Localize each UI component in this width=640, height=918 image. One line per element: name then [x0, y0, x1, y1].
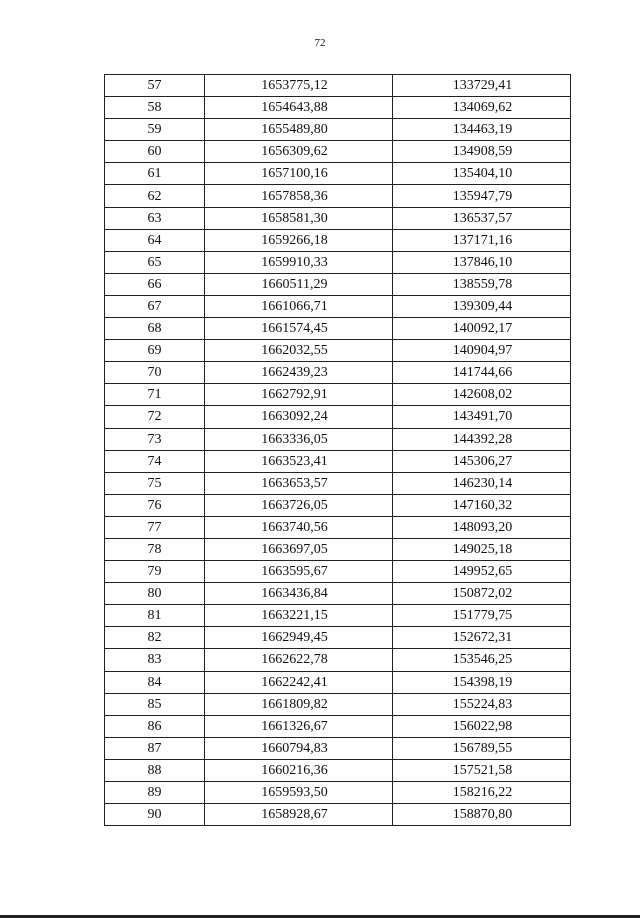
table-row [105, 561, 571, 583]
x-coordinate-cell: 1663697,05 [205, 538, 393, 560]
point-number-cell: 74 [105, 450, 205, 472]
table-row [105, 318, 571, 340]
table-row [105, 384, 571, 406]
point-number-cell: 86 [105, 715, 205, 737]
y-coordinate-cell: 143491,70 [393, 406, 571, 428]
x-coordinate-cell: 1658928,67 [205, 804, 393, 826]
y-coordinate-cell: 135404,10 [393, 163, 571, 185]
table-row [105, 804, 571, 826]
x-coordinate-cell: 1661809,82 [205, 693, 393, 715]
point-number-cell: 89 [105, 782, 205, 804]
table-row [105, 97, 571, 119]
point-number-cell: 60 [105, 141, 205, 163]
x-coordinate-cell: 1659266,18 [205, 229, 393, 251]
y-coordinate-cell: 136537,57 [393, 207, 571, 229]
table-row [105, 295, 571, 317]
table-row [105, 207, 571, 229]
point-number-cell: 63 [105, 207, 205, 229]
x-coordinate-cell: 1662622,78 [205, 649, 393, 671]
x-coordinate-cell: 1662792,91 [205, 384, 393, 406]
x-coordinate-cell: 1655489,80 [205, 119, 393, 141]
table-row [105, 163, 571, 185]
coordinates-table-body [105, 75, 571, 826]
coordinates-table [104, 74, 571, 826]
point-number-cell: 58 [105, 97, 205, 119]
y-coordinate-cell: 154398,19 [393, 671, 571, 693]
y-coordinate-cell: 147160,32 [393, 494, 571, 516]
point-number-cell: 85 [105, 693, 205, 715]
y-coordinate-cell: 158216,22 [393, 782, 571, 804]
point-number-cell: 66 [105, 273, 205, 295]
table-row [105, 649, 571, 671]
table-row [105, 759, 571, 781]
table-row [105, 538, 571, 560]
y-coordinate-cell: 149025,18 [393, 538, 571, 560]
table-row [105, 715, 571, 737]
y-coordinate-cell: 144392,28 [393, 428, 571, 450]
point-number-cell: 59 [105, 119, 205, 141]
y-coordinate-cell: 139309,44 [393, 295, 571, 317]
y-coordinate-cell: 145306,27 [393, 450, 571, 472]
y-coordinate-cell: 155224,83 [393, 693, 571, 715]
x-coordinate-cell: 1653775,12 [205, 75, 393, 97]
table-row [105, 583, 571, 605]
x-coordinate-cell: 1663221,15 [205, 605, 393, 627]
point-number-cell: 67 [105, 295, 205, 317]
x-coordinate-cell: 1657100,16 [205, 163, 393, 185]
point-number-cell: 57 [105, 75, 205, 97]
x-coordinate-cell: 1659910,33 [205, 251, 393, 273]
y-coordinate-cell: 137846,10 [393, 251, 571, 273]
x-coordinate-cell: 1662439,23 [205, 362, 393, 384]
y-coordinate-cell: 156022,98 [393, 715, 571, 737]
table-row [105, 251, 571, 273]
table-row [105, 627, 571, 649]
x-coordinate-cell: 1661326,67 [205, 715, 393, 737]
y-coordinate-cell: 134463,19 [393, 119, 571, 141]
table-row [105, 737, 571, 759]
table-row [105, 494, 571, 516]
point-number-cell: 87 [105, 737, 205, 759]
point-number-cell: 62 [105, 185, 205, 207]
table-row [105, 693, 571, 715]
x-coordinate-cell: 1663740,56 [205, 516, 393, 538]
y-coordinate-cell: 142608,02 [393, 384, 571, 406]
table-row [105, 472, 571, 494]
x-coordinate-cell: 1663336,05 [205, 428, 393, 450]
table-row [105, 340, 571, 362]
point-number-cell: 77 [105, 516, 205, 538]
point-number-cell: 78 [105, 538, 205, 560]
table-row [105, 185, 571, 207]
y-coordinate-cell: 140904,97 [393, 340, 571, 362]
point-number-cell: 84 [105, 671, 205, 693]
point-number-cell: 69 [105, 340, 205, 362]
point-number-cell: 72 [105, 406, 205, 428]
point-number-cell: 82 [105, 627, 205, 649]
x-coordinate-cell: 1657858,36 [205, 185, 393, 207]
point-number-cell: 79 [105, 561, 205, 583]
y-coordinate-cell: 134908,59 [393, 141, 571, 163]
x-coordinate-cell: 1663653,57 [205, 472, 393, 494]
point-number-cell: 81 [105, 605, 205, 627]
x-coordinate-cell: 1663726,05 [205, 494, 393, 516]
table-row [105, 671, 571, 693]
x-coordinate-cell: 1659593,50 [205, 782, 393, 804]
point-number-cell: 80 [105, 583, 205, 605]
point-number-cell: 75 [105, 472, 205, 494]
x-coordinate-cell: 1662949,45 [205, 627, 393, 649]
table-row [105, 782, 571, 804]
point-number-cell: 90 [105, 804, 205, 826]
table-row [105, 229, 571, 251]
table-row [105, 141, 571, 163]
y-coordinate-cell: 141744,66 [393, 362, 571, 384]
point-number-cell: 70 [105, 362, 205, 384]
x-coordinate-cell: 1662242,41 [205, 671, 393, 693]
table-row [105, 516, 571, 538]
point-number-cell: 64 [105, 229, 205, 251]
x-coordinate-cell: 1663595,67 [205, 561, 393, 583]
y-coordinate-cell: 140092,17 [393, 318, 571, 340]
x-coordinate-cell: 1654643,88 [205, 97, 393, 119]
point-number-cell: 65 [105, 251, 205, 273]
x-coordinate-cell: 1661066,71 [205, 295, 393, 317]
point-number-cell: 88 [105, 759, 205, 781]
y-coordinate-cell: 149952,65 [393, 561, 571, 583]
y-coordinate-cell: 148093,20 [393, 516, 571, 538]
y-coordinate-cell: 135947,79 [393, 185, 571, 207]
x-coordinate-cell: 1660511,29 [205, 273, 393, 295]
x-coordinate-cell: 1661574,45 [205, 318, 393, 340]
y-coordinate-cell: 151779,75 [393, 605, 571, 627]
x-coordinate-cell: 1656309,62 [205, 141, 393, 163]
y-coordinate-cell: 134069,62 [393, 97, 571, 119]
table-row [105, 450, 571, 472]
table-row [105, 605, 571, 627]
y-coordinate-cell: 138559,78 [393, 273, 571, 295]
table-row [105, 273, 571, 295]
y-coordinate-cell: 146230,14 [393, 472, 571, 494]
table-row [105, 406, 571, 428]
x-coordinate-cell: 1663523,41 [205, 450, 393, 472]
y-coordinate-cell: 157521,58 [393, 759, 571, 781]
point-number-cell: 71 [105, 384, 205, 406]
y-coordinate-cell: 150872,02 [393, 583, 571, 605]
point-number-cell: 76 [105, 494, 205, 516]
x-coordinate-cell: 1658581,30 [205, 207, 393, 229]
point-number-cell: 68 [105, 318, 205, 340]
y-coordinate-cell: 158870,80 [393, 804, 571, 826]
y-coordinate-cell: 152672,31 [393, 627, 571, 649]
y-coordinate-cell: 153546,25 [393, 649, 571, 671]
table-row [105, 75, 571, 97]
table-row [105, 119, 571, 141]
point-number-cell: 61 [105, 163, 205, 185]
page-number: 72 [314, 37, 326, 49]
y-coordinate-cell: 156789,55 [393, 737, 571, 759]
x-coordinate-cell: 1660216,36 [205, 759, 393, 781]
table-row [105, 362, 571, 384]
y-coordinate-cell: 137171,16 [393, 229, 571, 251]
table-row [105, 428, 571, 450]
x-coordinate-cell: 1663092,24 [205, 406, 393, 428]
y-coordinate-cell: 133729,41 [393, 75, 571, 97]
x-coordinate-cell: 1662032,55 [205, 340, 393, 362]
x-coordinate-cell: 1660794,83 [205, 737, 393, 759]
point-number-cell: 73 [105, 428, 205, 450]
x-coordinate-cell: 1663436,84 [205, 583, 393, 605]
point-number-cell: 83 [105, 649, 205, 671]
